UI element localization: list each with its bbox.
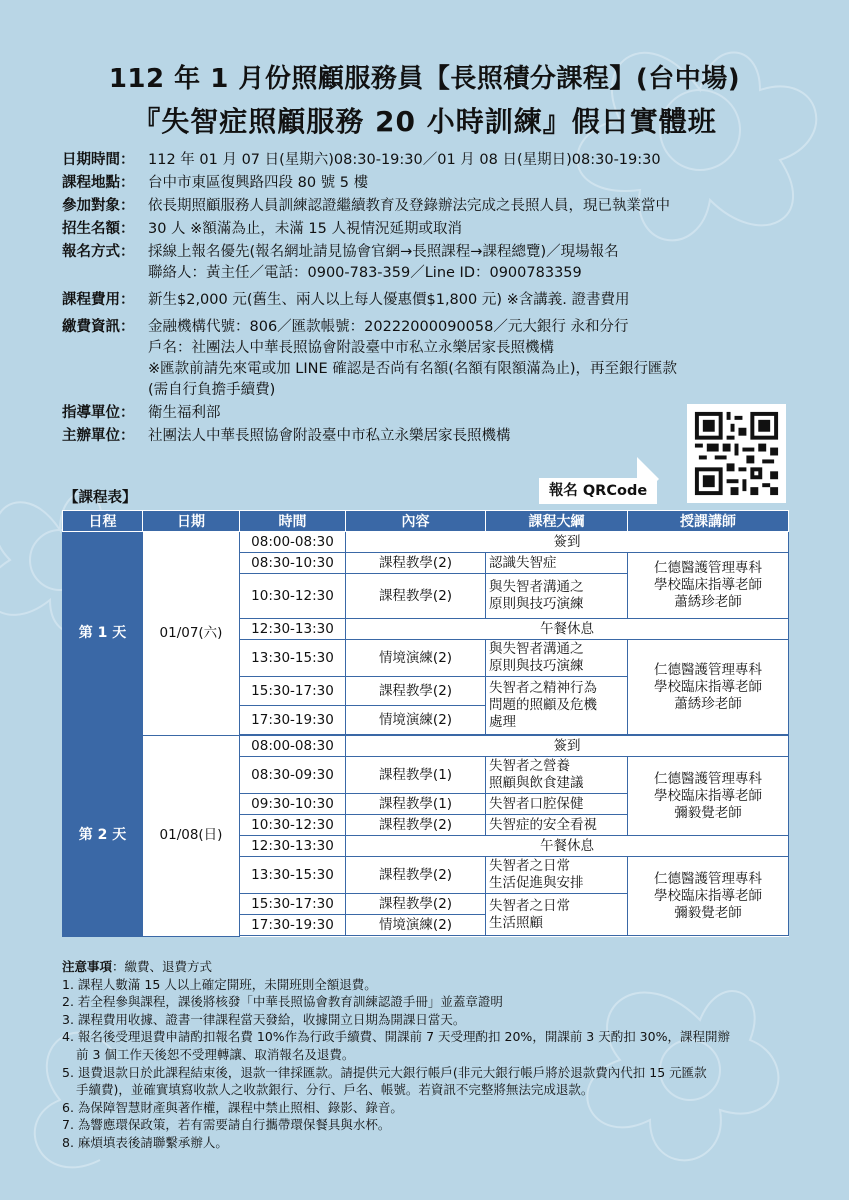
time-cell: 10:30-12:30 xyxy=(240,574,346,619)
teacher-cell xyxy=(628,553,789,619)
teacher-line: 彌毅覺老師 xyxy=(674,804,742,821)
header-cell: 日期 xyxy=(143,511,240,532)
content-cell: 課程教學(2) xyxy=(346,574,486,619)
lunch-cell: 午餐休息 xyxy=(346,836,789,857)
outline-cell: 失智者口腔保健 xyxy=(486,794,628,815)
outline-line: 失智者之日常 xyxy=(489,897,570,914)
title-line1: 112 年 1 月份照顧服務員【長照積分課程】(台中場) xyxy=(108,64,741,94)
note-line: 5. 退費退款日於此課程結束後，退款一律採匯款。請提供元大銀行帳戶(非元大銀行帳戶將於退款費內代扣 15 元匯款 xyxy=(62,1064,707,1080)
info-audience xyxy=(62,196,802,217)
note-line: 4. 報名後受理退費申請酌扣報名費 10%作為行政手續費、開課前 7 天受理酌扣 20%，開課前 3 天酌扣 30%，課程開辦 xyxy=(62,1029,730,1045)
note-item: 3. 課程費用收據、證書一律課程當天發給，收據開立日期為開課日當天。 xyxy=(62,1011,466,1027)
time-cell: 12:30-13:30 xyxy=(240,836,346,857)
outline-line: 照顧與飲食建議 xyxy=(489,775,584,791)
info-location xyxy=(62,173,802,194)
checkin-cell: 簽到 xyxy=(346,736,789,757)
info-label: 課程地點： xyxy=(62,175,135,191)
teacher-line: 仁德醫護管理專科 xyxy=(654,770,762,787)
note-item: 8. 麻煩填表後請聯繫承辦人。 xyxy=(62,1134,228,1150)
day-label: 第 2 天 xyxy=(63,736,143,937)
info-value: 衛生福利部 xyxy=(148,405,221,421)
note-item: 1. 課程人數滿 15 人以上確定開班，未開班則全額退費。 xyxy=(62,976,377,992)
teacher-line: 仁德醫護管理專科 xyxy=(654,870,762,887)
info-value: 30 人 ※額滿為止，未滿 15 人視情況延期或取消 xyxy=(148,221,462,237)
time-cell: 10:30-12:30 xyxy=(240,815,346,836)
outline-line: 問題的照顧及危機 xyxy=(489,697,597,713)
info-label: 報名方式： xyxy=(62,244,135,260)
time-cell: 09:30-10:30 xyxy=(240,794,346,815)
info-date xyxy=(62,150,802,171)
time-cell: 15:30-17:30 xyxy=(240,894,346,915)
outline-line: 原則與技巧演練 xyxy=(489,596,584,612)
outline-cell xyxy=(486,574,628,619)
qr-label: 報名 QRCode xyxy=(539,478,657,504)
outline-cell xyxy=(486,894,628,936)
outline-cell: 認識失智症 xyxy=(486,553,628,574)
time-cell: 08:30-10:30 xyxy=(240,553,346,574)
time-cell: 13:30-15:30 xyxy=(240,857,346,894)
title-line2: 『失智症照顧服務 20 小時訓練』假日實體班 xyxy=(132,105,717,138)
teacher-line: 學校臨床指導老師 xyxy=(654,678,762,695)
date-cell: 01/08(日) xyxy=(143,736,240,937)
teacher-line: 彌毅覺老師 xyxy=(674,904,742,921)
content-cell: 情境演練(2) xyxy=(346,640,486,677)
info-fee xyxy=(62,290,802,311)
info-label: 繳費資訊： xyxy=(62,319,135,335)
content-cell: 情境演練(2) xyxy=(346,706,486,735)
outline-line: 與失智者溝通之 xyxy=(489,579,584,595)
qr-code-icon xyxy=(687,404,786,503)
teacher-line: 蕭綉珍老師 xyxy=(674,695,742,712)
header-cell: 課程大綱 xyxy=(486,511,628,532)
outline-line: 失智者之營養 xyxy=(489,758,570,774)
header-cell: 日程 xyxy=(63,511,143,532)
teacher-line: 學校臨床指導老師 xyxy=(654,787,762,804)
teacher-line: 仁德醫護管理專科 xyxy=(654,661,762,678)
outline-line: 失智者之精神行為 xyxy=(489,680,597,696)
info-label: 課程費用： xyxy=(62,292,135,308)
note-item xyxy=(62,1064,802,1099)
info-label: 日期時間： xyxy=(62,152,135,168)
info-value: 新生$2,000 元(舊生、兩人以上每人優惠價$1,800 元) ※含講義. 證書費用 xyxy=(148,292,630,308)
note-item: 2. 若全程參與課程，課後將核發「中華長照協會教育訓練認證手冊」並蓋章證明 xyxy=(62,994,503,1010)
info-value: 採線上報名優先(報名網址請見協會官網→長照課程→課程總覽)／現場報名 xyxy=(148,244,619,260)
content-cell: 課程教學(2) xyxy=(346,894,486,915)
teacher-line: 學校臨床指導老師 xyxy=(654,887,762,904)
notes-head: 注意事項 xyxy=(62,959,113,974)
info-label: 指導單位： xyxy=(62,405,135,421)
time-cell: 08:00-08:30 xyxy=(240,532,346,553)
time-cell: 15:30-17:30 xyxy=(240,677,346,706)
table-row xyxy=(63,532,789,553)
teacher-cell xyxy=(628,857,789,936)
content-cell: 課程教學(2) xyxy=(346,857,486,894)
outline-line: 原則與技巧演練 xyxy=(489,658,584,674)
info-value: 台中市東區復興路四段 80 號 5 樓 xyxy=(148,175,369,191)
info-value: 依長期照顧服務人員訓練認證繼續教育及登錄辦法完成之長照人員，現已執業當中 xyxy=(148,198,670,214)
info-value: (需自行負擔手續費) xyxy=(148,382,276,398)
header-cell: 內容 xyxy=(346,511,486,532)
outline-cell: 失智症的安全看視 xyxy=(486,815,628,836)
content-cell: 情境演練(2) xyxy=(346,915,486,936)
outline-line: 失智者之日常 xyxy=(489,858,570,874)
note-item: 6. 為保障智慧財產與著作權，課程中禁止照相、錄影、錄音。 xyxy=(62,1099,403,1115)
schedule-title: 【課程表】 xyxy=(64,490,137,506)
note-item xyxy=(62,1028,802,1063)
content-cell: 課程教學(2) xyxy=(346,815,486,836)
day-label: 第 1 天 xyxy=(63,532,143,736)
content-cell: 課程教學(1) xyxy=(346,757,486,794)
teacher-line: 學校臨床指導老師 xyxy=(654,577,762,593)
outline-line: 生活促進與安排 xyxy=(489,875,584,891)
outline-line: 處理 xyxy=(489,714,516,730)
info-label: 參加對象： xyxy=(62,198,135,214)
note-item: 7. 為響應環保政策，若有需要請自行攜帶環保餐具與水杯。 xyxy=(62,1117,391,1133)
content-cell: 課程教學(2) xyxy=(346,553,486,574)
header-cell: 授課講師 xyxy=(628,511,789,532)
time-cell: 08:00-08:30 xyxy=(240,736,346,757)
outline-cell xyxy=(486,677,628,735)
info-label: 招生名額： xyxy=(62,221,135,237)
content-cell: 課程教學(1) xyxy=(346,794,486,815)
info-value: 112 年 01 月 07 日(星期六)08:30-19:30／01 月 08 日(星期日)08:30-19:30 xyxy=(148,152,661,168)
content-cell: 課程教學(2) xyxy=(346,677,486,706)
outline-cell xyxy=(486,857,628,894)
time-cell: 13:30-15:30 xyxy=(240,640,346,677)
notes-section xyxy=(62,958,802,1152)
info-label: 主辦單位： xyxy=(62,428,135,444)
checkin-cell: 簽到 xyxy=(346,532,789,553)
outline-cell xyxy=(486,640,628,677)
lunch-cell: 午餐休息 xyxy=(346,619,789,640)
teacher-line: 蕭綉珍老師 xyxy=(674,594,742,610)
notes-head-rest: ：繳費、退費方式 xyxy=(112,959,213,974)
time-cell: 17:30-19:30 xyxy=(240,706,346,735)
info-value: 社團法人中華長照協會附設臺中市私立永樂居家長照機構 xyxy=(148,428,511,444)
info-value: 戶名：社團法人中華長照協會附設臺中市私立永樂居家長照機構 xyxy=(148,340,554,356)
teacher-cell xyxy=(628,757,789,836)
outline-line: 生活照顧 xyxy=(489,914,543,931)
info-value: ※匯款前請先來電或加 LINE 確認是否尚有名額(名額有限額滿為止)，再至銀行匯款 xyxy=(148,361,678,377)
date-cell: 01/07(六) xyxy=(143,532,240,736)
notes-heading xyxy=(62,958,802,976)
info-quota xyxy=(62,219,802,240)
info-value: 聯絡人：黃主任／電話：0900-783-359／Line ID：0900783359 xyxy=(148,265,582,281)
info-registration xyxy=(62,242,802,284)
table-row xyxy=(63,736,789,757)
teacher-line: 仁德醫護管理專科 xyxy=(654,560,762,576)
outline-line: 與失智者溝通之 xyxy=(489,641,584,657)
note-line: 手續費)，並確實填寫收款人之收款銀行、分行、戶名、帳號。若資訊不完整將無法完成退款。 xyxy=(76,1082,594,1098)
note-line: 前 3 個工作天後恕不受理轉讓、取消報名及退費。 xyxy=(76,1046,355,1062)
info-value: 金融機構代號：806／匯款帳號：20222000090058／元大銀行 永和分行 xyxy=(148,319,629,335)
time-cell: 12:30-13:30 xyxy=(240,619,346,640)
table-header-row xyxy=(63,511,789,532)
schedule-table xyxy=(62,510,789,937)
header-cell: 時間 xyxy=(240,511,346,532)
info-payment xyxy=(62,317,802,401)
teacher-cell xyxy=(628,640,789,735)
time-cell: 17:30-19:30 xyxy=(240,915,346,936)
qr-code[interactable] xyxy=(687,404,786,503)
outline-cell xyxy=(486,757,628,794)
time-cell: 08:30-09:30 xyxy=(240,757,346,794)
